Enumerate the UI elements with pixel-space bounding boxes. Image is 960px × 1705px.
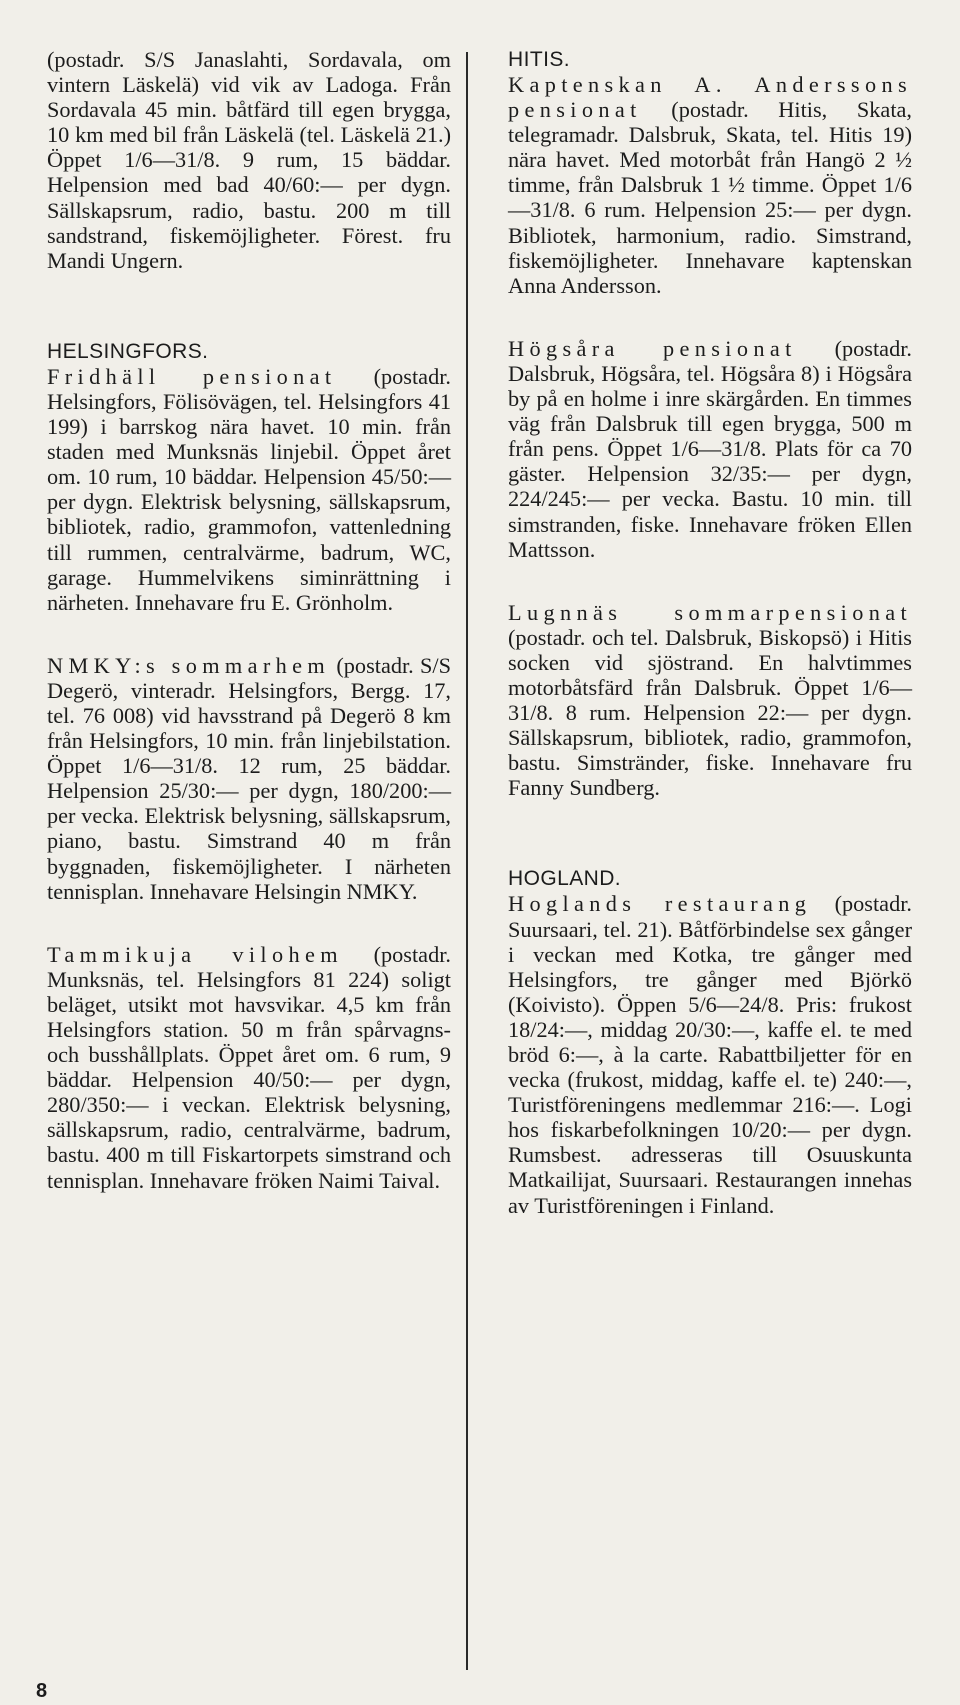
entry-text: (postadr. Dalsbruk, Högsåra, tel. Högsåra 8) i Högsåra by på en holme i inre skärgården. En timmes väg från Dalsbruk till egen brygga, 500 m från pens. Öppet 1/6—31/8. Plats för ca 70 gäster. Helpension 32/35:— per dygn, 224/245:— per vecka. Bastu. 10 min. till simstranden, fiske. Innehavare fröken Ellen Mattsson.: [508, 335, 912, 562]
entry-name: NMKY:s sommarhem: [47, 652, 331, 678]
entry-hogsara: [508, 336, 912, 562]
entry-text: (postadr. Hitis, Skata, telegramadr. Dalsbruk, Skata, tel. Hitis 19) nära havet. Med motorbåt från Hangö 2 ½ timme, från Dalsbruk 1 ½ timme. Öppet 1/6—31/8. 6 rum. Helpension 25:— per dygn. Bibliotek, harmonium, radio. Simstrand, fiskemöjligheter. Innehavare kaptenskan Anna Andersson.: [508, 97, 912, 298]
section-heading-hitis: HITIS.: [508, 48, 571, 71]
entry-continued: (postadr. S/S Janaslahti, Sordavala, om vintern Läskelä) vid vik av Ladoga. Från Sordavala 45 min. båtfärd till egen brygga, 10 km med bil från Läskelä (tel. Läskelä 21.) Öppet 1/6—31/8. 9 rum, 15 bäddar. Helpension med bad 40/60:— per dygn. Sällskapsrum, radio, bastu. 200 m till sandstrand, fiskemöjligheter. Förest. fru Mandi Ungern.: [47, 47, 451, 273]
entry-lugnnas: [508, 600, 912, 801]
section-heading-helsingfors: HELSINGFORS.: [47, 339, 209, 363]
entry-fridhall: [47, 364, 451, 615]
column-divider: [466, 52, 468, 1670]
section-heading-hogland: HOGLAND.: [508, 867, 622, 891]
entry-text: (postadr. och tel. Dalsbruk, Biskopsö) i Hitis socken vid sjöstrand. En halvtimmes motorbåtsfärd från Dalsbruk. Öppet 1/6—31/8. 8 rum. Helpension 22:— per dygn. Sällskapsrum, bibliotek, radio, grammofon, bastu. Simstränder, fiske. Innehavare fru Fanny Sundberg.: [508, 624, 912, 801]
entry-text: (postadr. Helsingfors, Fölisövägen, tel. Helsingfors 41 199) i barrskog nära havet. 10 min. från staden med Munksnäs linjebil. Öppet året om. 10 rum, 10 bäddar. Helpension 45/50:— per dygn. Elektrisk belysning, sällskapsrum, bibliotek, radio, grammofon, vattenledning till rummen, centralvärme, badrum, WC, garage. Hummelvikens siminrättning i närheten. Innehavare fru E. Grönholm.: [47, 363, 451, 615]
entry-name: Hoglands restaurang: [508, 891, 812, 917]
left-column: [47, 47, 451, 1193]
entry-name: Tammikuja vilohem: [47, 941, 343, 967]
entry-text: (postadr. Suursaari, tel. 21). Båtförbindelse sex gånger i veckan med Kotka, tre gånger med Helsingfors, tre gånger med Björkö (Koivisto). Öppen 5/6—24/8. Pris: frukost 18/24:—, middag 20/30:—, kaffe el. te med bröd 6:—, à la carte. Rabattbiljetter för en vecka (frukost, middag, kaffe el. te) 240:—, Turistföreningens medlemmar 216:—. Logi hos fiskarbefolkningen 10/20:— per dygn. Rumsbest. adresseras till Osuuskunta Matkailijat, Suursaari. Restaurangen innehas av Turistföreningen i Finland.: [508, 891, 912, 1218]
entry-hoglands-restaurang: [508, 891, 912, 1217]
entry-name: Högsåra pensionat: [508, 335, 797, 361]
page-number: 8: [36, 1680, 48, 1702]
entry-nmky: [47, 653, 451, 904]
entry-kaptenskan: [508, 72, 912, 298]
entry-name: Fridhäll pensionat: [47, 363, 337, 389]
entry-name: Lugnnäs sommarpensionat: [508, 599, 912, 625]
entry-tammikuja: [47, 942, 451, 1193]
entry-text: (postadr. Munksnäs, tel. Helsingfors 81 224) soligt beläget, utsikt mot havsvikar. 4,5 km från Helsingfors station. 50 m från spårvagns- och busshållplats. Öppet året om. 6 rum, 9 bäddar. Helpension 40/50:— per dygn, 280/350:— i veckan. Elektrisk belysning, sällskapsrum, radio, centralvärme, badrum, bastu. 400 m till Fiskartorpets simstrand och tennisplan. Innehavare fröken Naimi Taival.: [47, 941, 451, 1193]
right-column: [508, 47, 912, 1218]
entry-text: (postadr. S/S Degerö, vinteradr. Helsingfors, Bergg. 17, tel. 76 008) vid havsstrand på Degerö 8 km från Helsingfors, 10 min. från linjebilstation. Öppet 1/6—31/8. 12 rum, 25 bäddar. Helpension 25/30:— per dygn, 180/200:— per vecka. Elektrisk belysning, sällskapsrum, piano, bastu. Simstrand 40 m från byggnaden, fiskemöjligheter. I närheten tennisplan. Innehavare Helsingin NMKY.: [47, 652, 452, 904]
entry-name: Kaptenskan A. Anderssons pensionat: [508, 72, 912, 123]
